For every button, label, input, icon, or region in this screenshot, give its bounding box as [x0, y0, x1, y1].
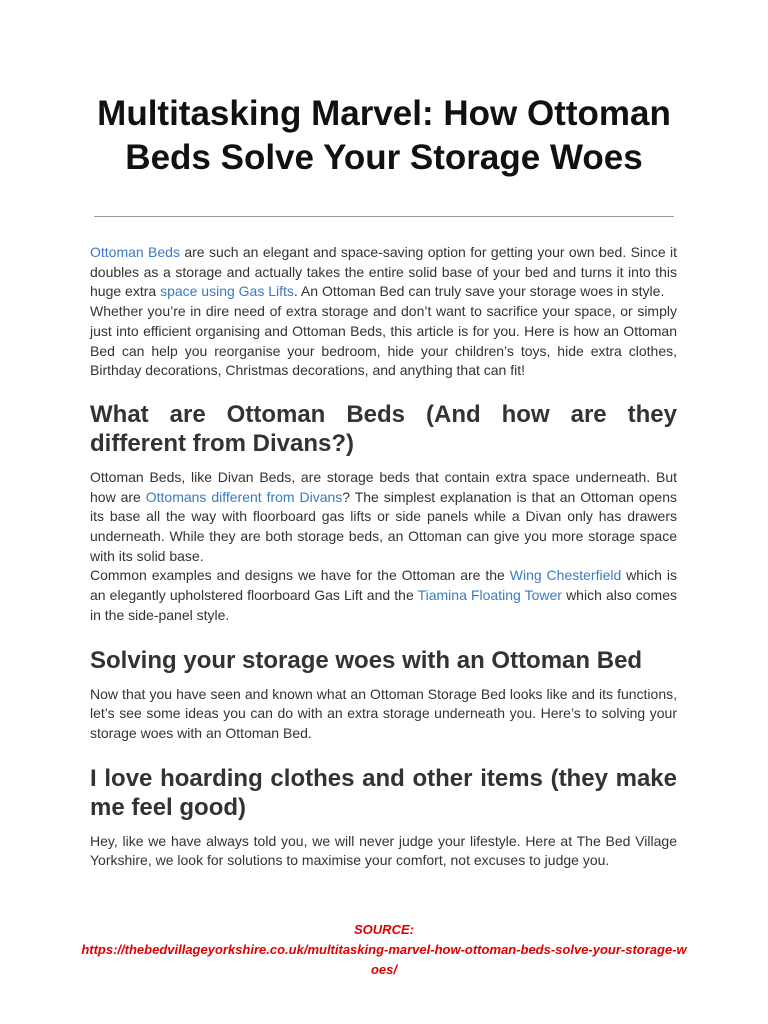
article-body — [90, 243, 677, 871]
solving-paragraph: Now that you have seen and known what an Ottoman Storage Bed looks like and its functions, let’s see some ideas you can do with an extra storage underneath you. Here’s to solving your storage woes with an Ottoman Bed. — [90, 685, 677, 741]
source-url[interactable]: https://thebedvillageyorkshire.co.uk/multitasking-marvel-how-ottoman-beds-solve-your-storage-woes/ — [81, 942, 687, 977]
wing-chesterfield-link[interactable]: Wing Chesterfield — [509, 567, 622, 584]
gas-lifts-link[interactable]: space using Gas Lifts — [160, 283, 294, 300]
intro-paragraph-2: Whether you’re in dire need of extra storage and don’t want to sacrifice your space, or simply just into efficient organising and Ottoman Beds, this article is for you. Here is how an Ottoman Bed can help you reorganise your bedroom, hide your children’s toys, hide extra clothes, Birthday decorations, Christmas decorations, and anything that can fit! — [90, 303, 677, 379]
source-citation — [80, 920, 688, 980]
section-heading-solving: Solving your storage woes with an Ottoman Bed — [90, 646, 643, 674]
section-heading-divans: What are Ottoman Beds (And how are they different from Divans?) — [90, 400, 677, 457]
divans-paragraph-2 — [90, 566, 677, 625]
section-heading-hoarding: I love hoarding clothes and other items (they make me feel good) — [90, 764, 677, 821]
source-label: SOURCE: — [354, 922, 414, 937]
page-title: Multitasking Marvel: How Ottoman Beds Solve Your Storage Woes — [97, 94, 671, 177]
ottomans-vs-divans-link[interactable]: Ottomans different from Divans — [145, 488, 343, 505]
divans-text-2: ? The simplest explanation is that an Ottoman opens its base all the way with floorboard gas lifts or side panels while a Divan only has drawers underneath. While they are both storage beds, an Ottoman can give you more storage space with its solid base. — [90, 488, 677, 564]
divans-text-1: Ottoman Beds, like Divan Beds, are storage beds that contain extra space underneath. But how are — [90, 468, 677, 505]
intro-text-1: are such an elegant and space-saving option for getting your own bed. Since it doubles as a storage and actually takes the entire solid base of your bed and turns it into this huge extra — [90, 244, 677, 300]
intro-paragraph-1 — [90, 243, 677, 302]
tiamina-floating-tower-link[interactable]: Tiamina Floating Tower — [417, 587, 562, 604]
intro-text-2: . An Ottoman Bed can truly save your storage woes in style. — [293, 283, 665, 300]
divans-paragraph-1 — [90, 468, 677, 567]
title-divider — [94, 216, 674, 217]
hoarding-paragraph: Hey, like we have always told you, we will never judge your lifestyle. Here at The Bed Village Yorkshire, we look for solutions to maximise your comfort, not excuses to judge you. — [90, 832, 677, 869]
ottoman-beds-link[interactable]: Ottoman Beds — [90, 244, 180, 260]
designs-text-1: Common examples and designs we have for the Ottoman are the — [90, 567, 510, 584]
designs-text-3: which also comes in the side-panel style. — [90, 587, 677, 623]
designs-text-2: which is an elegantly upholstered floorboard Gas Lift and the — [90, 567, 677, 604]
